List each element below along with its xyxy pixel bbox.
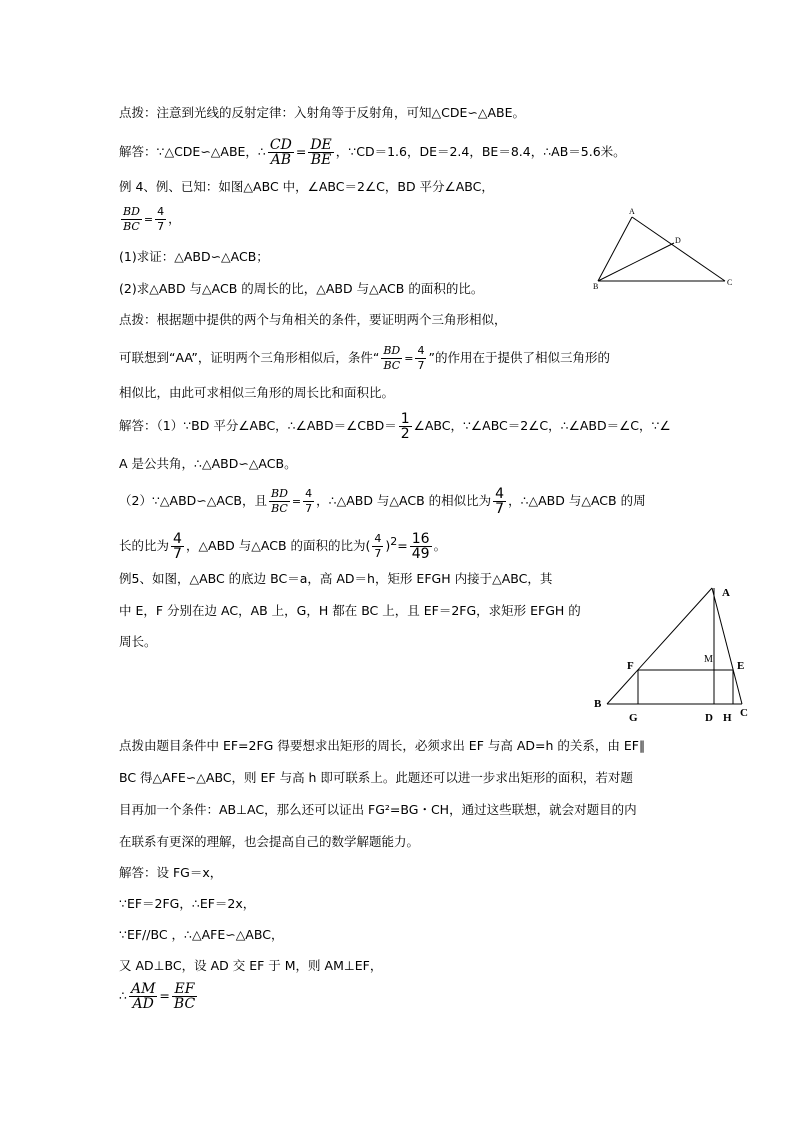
fraction-4-7-5: $\frac{4}{7}$ [173,531,182,562]
label-e-2: E [737,660,745,672]
answer-line-12: （2）∵△ABD∽△ACB，且 $\frac{BD}{BC}$ = $\frac{4}{7}$ ，∴△ABD 与△ACB 的相似比为 $\frac{4}{7}$ ，∴△ABD 与△ACB 的周 [119,486,646,517]
example-4-title: 例 4、例、已知：如图△ABC 中，∠ABC＝2∠C，BD 平分∠ABC， [119,179,494,194]
fraction-1-2: $\frac{1}{2}$ [400,411,410,442]
answer-5-line-2: ∵EF＝2FG，∴EF＝2x， [119,896,256,911]
example-4-part-2: (2)求△ABD 与△ACB 的周长的比，△ABD 与△ACB 的面积的比。 [119,281,484,296]
fraction-4-7-6: $\frac{4}{7}$ [374,532,382,560]
example-5-line-2: 中 E，F 分别在边 AC，AB 上，G，H 都在 BC 上，且 EF＝2FG，求矩形 EFGH 的 [119,603,581,618]
fraction-16-49: $\frac{16}{49}$ [411,531,430,562]
label-f-2: F [627,660,634,672]
answer-5-line-1: 解答：设 FG＝x， [119,865,223,880]
hint-line-1: 点拨：注意到光线的反射定律：入射角等于反射角，可知△CDE∽△ABE。 [119,105,525,120]
answer-line-2: 解答：∵△CDE∽△ABE，∴ $\frac{CD}{AB}$ = $\frac{DE}{BE}$ ，∵CD＝1.6，DE＝2.4，BE＝8.4，∴AB＝5.6米。 [119,137,626,168]
segment-ac-2 [712,588,745,704]
hint-5-line-1: 点拨由题目条件中 EF=2FG 得要想求出矩形的周长，必须求出 EF 与高 AD=h 的关系，由 EF∥ [119,738,646,753]
fraction-am-ad: $\frac{AM}{AD}$ [130,981,156,1012]
segment-ab-2 [607,588,712,704]
example-4-ratio: $\frac{BD}{BC}$ = $\frac{4}{7}$ ， [123,205,181,233]
hint-line-9: 相似比，由此可求相似三角形的周长比和面积比。 [119,385,395,400]
fraction-de-be: $\frac{DE}{BE}$ [310,137,332,168]
label-d: D [675,236,681,245]
answer-line-10: 解答：（1）∵BD 平分∠ABC，∴∠ABD＝∠CBD＝ $\frac{1}{2}$ ∠ABC，∵∠ABC＝2∠C，∴∠ABD＝∠C，∵∠ [119,411,671,442]
answer-5-line-5: ∴ $\frac{AM}{AD}$ = $\frac{EF}{BC}$ [119,981,196,1012]
label-d-2: D [705,712,713,724]
example-5-line-1: 例5、如图，△ABC 的底边 BC＝a，高 AD＝h，矩形 EFGH 内接于△ABC，其 [119,571,553,586]
label-m-2: M [704,654,713,665]
answer-line-13: 长的比为 $\frac{4}{7}$ ，△ABD 与△ACB 的面积的比为( $\frac{4}{7}$ )$^2$= $\frac{16}{49}$ 。 [119,531,447,562]
answer-5-line-3: ∵EF//BC ，∴△AFE∽△ABC， [119,927,284,942]
example-5-line-3: 周长。 [119,634,157,649]
label-g-2: G [629,712,638,724]
fraction-cd-ab: $\frac{CD}{AB}$ [269,137,292,168]
fraction-4-7: $\frac{4}{7}$ [157,205,165,233]
hint-line-7: 点拨：根据题中提供的两个与角相关的条件，要证明两个三角形相似， [119,312,507,327]
fraction-4-7-3: $\frac{4}{7}$ [305,487,313,515]
hint-5-line-4: 在联系有更深的理解，也会提高自己的数学解题能力。 [119,834,420,849]
label-h-2: H [723,712,732,724]
fraction-4-7-4: $\frac{4}{7}$ [495,486,505,517]
answer-5-line-4: 又 AD⊥BC，设 AD 交 EF 于 M，则 AM⊥EF， [119,958,383,973]
fraction-bd-bc: $\frac{BD}{BC}$ [123,205,140,233]
hint-5-line-2: BC 得△AFE∽△ABC，则 EF 与高 h 即可联系上。此题还可以进一步求出矩形的面积，若对题 [119,770,633,785]
segment-ab [598,217,632,281]
example-4-part-1: (1)求证：△ABD∽△ACB； [119,249,269,264]
fraction-ef-bc: $\frac{EF}{BC}$ [173,981,196,1012]
segment-ac [632,217,725,281]
fraction-bd-bc-3: $\frac{BD}{BC}$ [271,487,288,515]
fraction-4-7-2: $\frac{4}{7}$ [417,344,425,372]
fraction-bd-bc-2: $\frac{BD}{BC}$ [383,344,401,372]
label-c: C [727,278,733,287]
label-a-2: A [722,587,730,599]
label-c-2: C [740,707,748,719]
label-a: A [629,207,635,216]
label-b: B [593,282,599,291]
segment-bd [598,243,674,281]
hint-line-8: 可联想到“AA”，证明两个三角形相似后，条件“ $\frac{BD}{BC}$ = $\frac{4}{7}$ ”的作用在于提供了相似三角形的 [119,344,610,372]
answer-line-11: A 是公共角，∴△ABD∽△ACB。 [119,456,297,471]
label-b-2: B [594,698,602,710]
hint-5-line-3: 目再加一个条件：AB⊥AC，那么还可以证出 FG²=BG・CH，通过这些联想，就会对题目的内 [119,802,637,817]
